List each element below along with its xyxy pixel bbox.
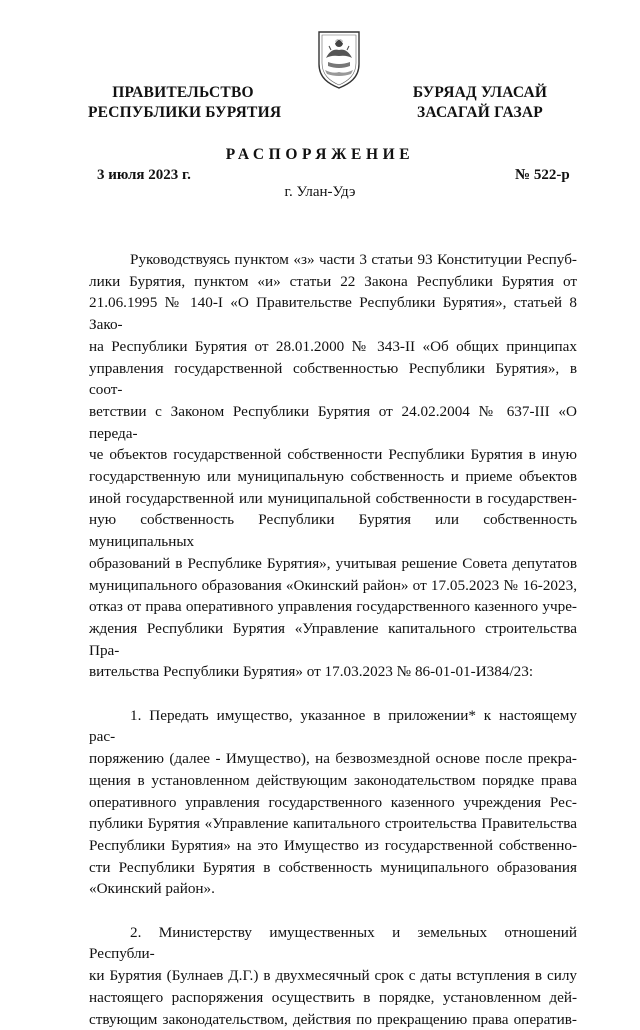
text-line: ствующим законодательством, действия по прекращению права оператив- [89, 1010, 577, 1028]
text-line: управления государственной собственностью Республики Бурятия», в соот- [89, 359, 577, 399]
item-2-paragraph [89, 922, 577, 1030]
text-line: ную собственность Республики Бурятия или собственность муниципальных [89, 511, 577, 551]
text-line: сти Республики Бурятия в собственность муниципального образования [89, 858, 577, 876]
header-right [405, 83, 555, 123]
header-right-line-1: БУРЯАД УЛАСАЙ [412, 84, 548, 101]
text-line: иной государственной или муниципальной собственности в государствен- [89, 489, 577, 507]
text-line: «Окинский район». [89, 880, 215, 898]
text-line: на Республики Бурятия от 28.01.2000 № 343-II «Об общих принципах [89, 337, 577, 355]
text-line: ждения Республики Бурятия «Управление капитального строительства Пра- [89, 619, 577, 659]
header-left [88, 83, 282, 123]
text-line: ки Бурятия (Булнаев Д.Г.) в двухмесячный срок с даты вступления в силу [89, 967, 577, 985]
item-1-paragraph [89, 705, 577, 900]
document-number: № 522-р [515, 167, 570, 183]
text-line: оперативного управления государственного казенного учреждения Рес- [89, 793, 577, 811]
text-line: вительства Республики Бурятия» от 17.03.2023 № 86-01-01-И384/23: [89, 663, 534, 681]
header-right-line-2: ЗАСАГАЙ ГАЗАР [417, 104, 543, 121]
document-date: 3 июля 2023 г. [97, 167, 191, 183]
preamble-paragraph [89, 249, 577, 683]
text-line: публики Бурятия «Управление капитального строительства Правительства [89, 815, 577, 833]
text-line: Республики Бурятия» на это Имущество из государственной собственно- [89, 836, 577, 854]
text-line: образований в Республике Бурятия», учитывая решение Совета депутатов [89, 554, 577, 572]
text-line: 21.06.1995 № 140-I «О Правительстве Республики Бурятия», статьей 8 Зако- [89, 294, 577, 334]
text-line: 2. Министерству имущественных и земельных отношений Республи- [89, 923, 577, 963]
document-type-title: РАСПОРЯЖЕНИЕ [225, 146, 415, 163]
text-line: 1. Передать имущество, указанное в приложении* к настоящему рас- [89, 706, 577, 746]
text-line: муниципального образования «Окинский район» от 17.05.2023 № 16-2023, [89, 576, 577, 594]
text-line: лики Бурятия, пунктом «и» статьи 22 Закона Республики Бурятия от [89, 272, 577, 290]
text-line: государственную или муниципальную собственность и приеме объектов [89, 468, 577, 486]
text-line: ветствии с Законом Республики Бурятия от 24.02.2004 № 637-III «О переда- [89, 402, 577, 442]
text-line: че объектов государственной собственности Республики Бурятия в иную [89, 446, 577, 464]
text-line: отказ от права оперативного управления государственного казенного учре- [89, 598, 577, 616]
document-city: г. Улан-Удэ [284, 184, 356, 200]
header-left-line-1: ПРАВИТЕЛЬСТВО [112, 84, 254, 101]
text-line: поряжению (далее - Имущество), на безвозмездной основе после прекра- [89, 750, 577, 768]
text-line: щения в установленном действующим законодательством порядке права [89, 771, 577, 789]
header-left-line-2: РЕСПУБЛИКИ БУРЯТИЯ [88, 104, 282, 121]
document-body [89, 249, 577, 1030]
text-line: Руководствуясь пунктом «з» части 3 статьи 93 Конституции Респуб- [130, 251, 577, 268]
coat-of-arms-emblem [313, 28, 365, 90]
text-line: настоящего распоряжения осуществить в порядке, установленном дей- [89, 988, 577, 1006]
